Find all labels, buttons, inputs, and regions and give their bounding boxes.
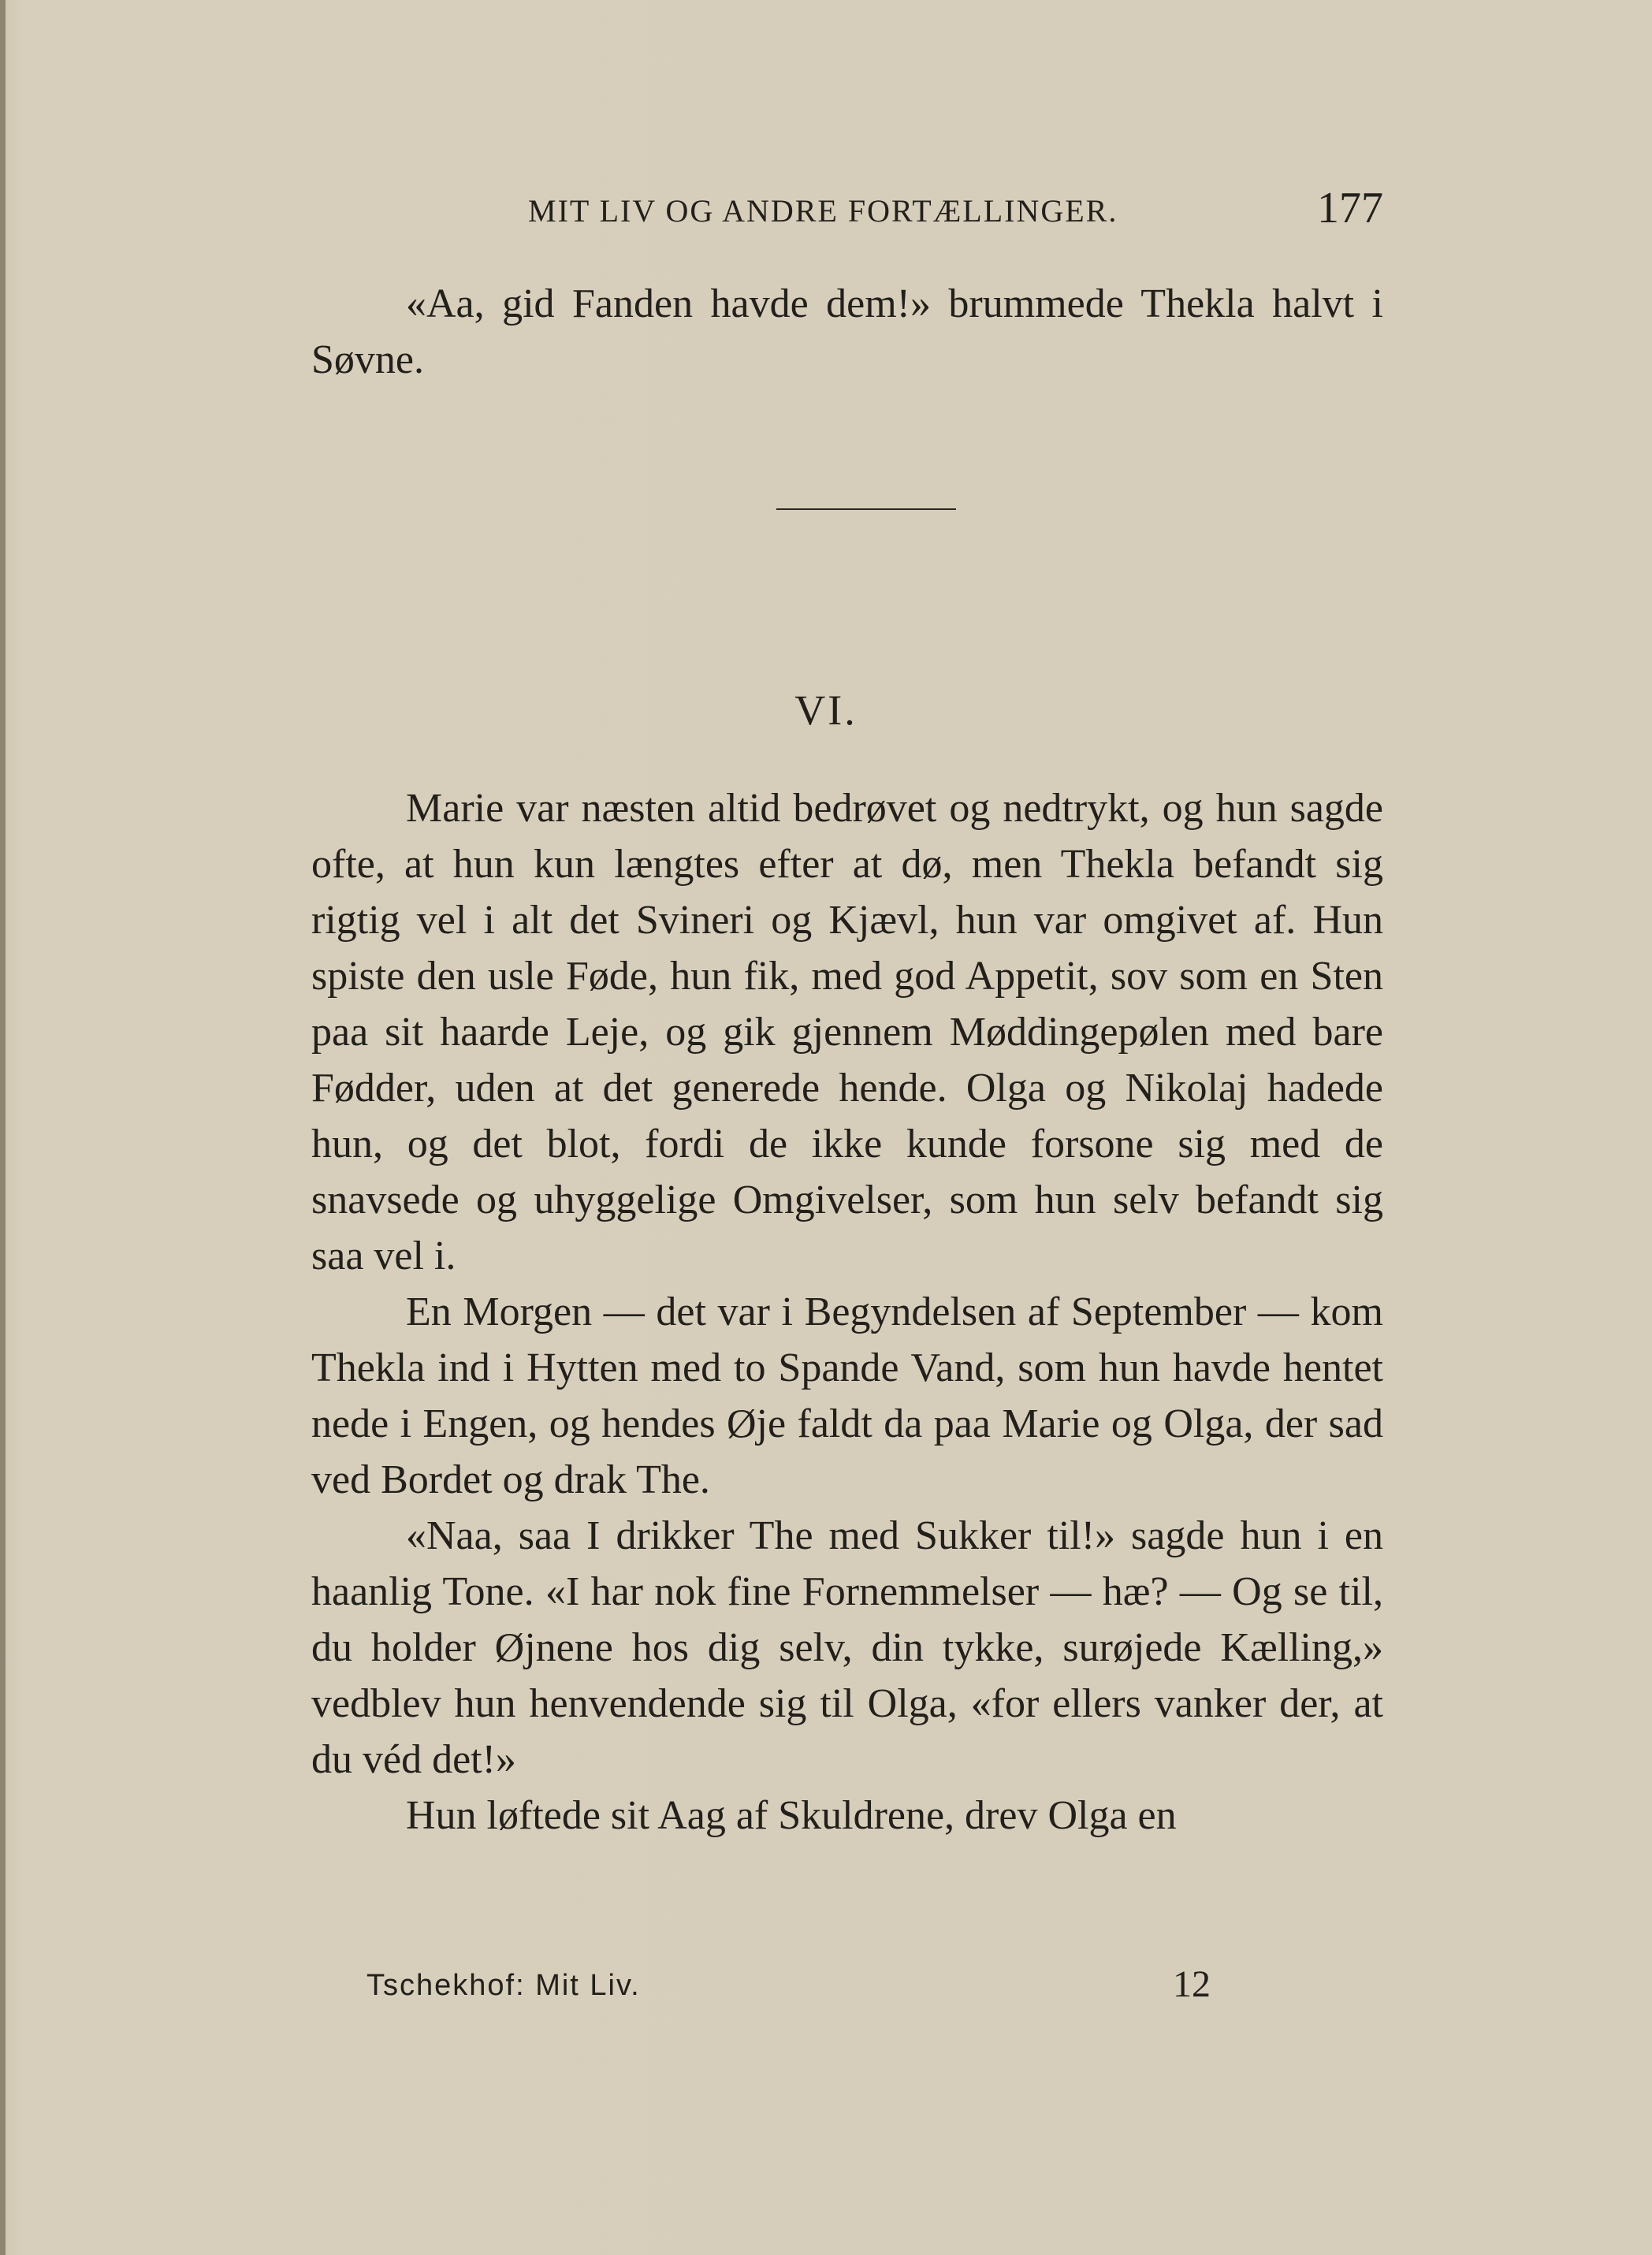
running-title: MIT LIV OG ANDRE FORTÆLLINGER. bbox=[528, 193, 1118, 229]
paragraph-3: «Naa, saa I drikker The med Sukker til!» sagde hun i en haanlig Tone. «I har nok fine Fornemmelser — hæ? — Og se til, du holder Øjnene hos dig selv, din tykke, surøjede Kælling,» vedblev hun henvendende sig til Olga, «for ellers vanker der, at du véd det!» bbox=[311, 1513, 1383, 1782]
paragraph-2: En Morgen — det var i Begyndelsen af September — kom Thekla ind i Hytten med to Spande Vand, som hun havde hentet nede i Engen, og hendes Øje faldt da paa Marie og Olga, der sad ved Bordet og drak The. bbox=[311, 1289, 1383, 1502]
section-divider bbox=[776, 508, 956, 510]
chapter-text-block bbox=[311, 780, 1383, 1844]
page-binding-edge bbox=[0, 0, 6, 2255]
running-head bbox=[311, 183, 1383, 238]
printer-signature: Tschekhof: Mit Liv. bbox=[366, 1969, 641, 2002]
paragraph-opening: «Aa, gid Fanden havde dem!» brummede Thekla halvt i Søvne. bbox=[311, 281, 1383, 382]
chapter-heading: VI. bbox=[794, 687, 858, 734]
opening-text-block bbox=[311, 276, 1383, 388]
paragraph-4: Hun løftede sit Aag af Skuldrene, drev Olga en bbox=[406, 1793, 1177, 1838]
page-number: 177 bbox=[1317, 184, 1383, 233]
paragraph-1: Marie var næsten altid bedrøvet og nedtrykt, og hun sagde ofte, at hun kun længtes efter at dø, men Thekla befandt sig rigtig vel i alt det Svineri og Kjævl, hun var omgivet af. Hun spiste den usle Føde, hun fik, med god Appetit, sov som en Sten paa sit haarde Leje, og gik gjennem Møddingepølen med bare Fødder, uden at det generede hende. Olga og Nikolaj hadede hun, og det blot, fordi de ikke kunde forsone sig med de snavsede og uhyggelige Omgivelser, som hun selv befandt sig saa vel i. bbox=[311, 786, 1383, 1278]
sheet-number: 12 bbox=[1173, 1963, 1211, 2005]
